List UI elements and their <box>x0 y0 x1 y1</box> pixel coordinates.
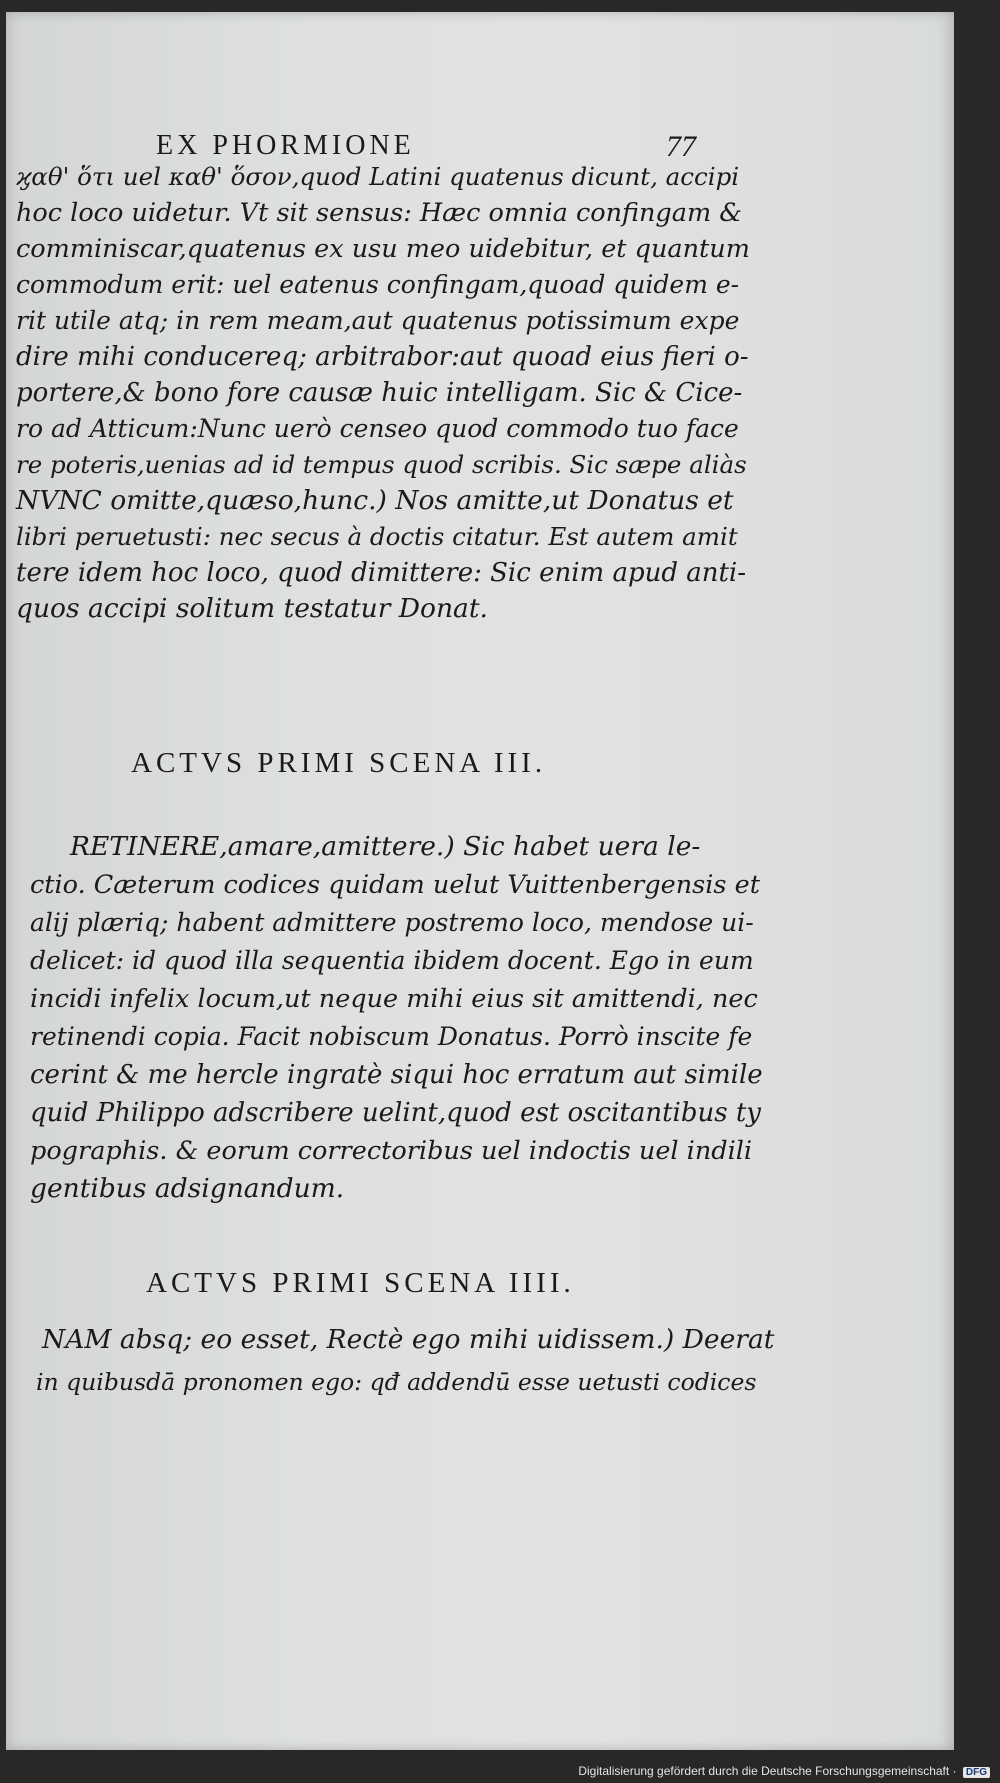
text-line: alij plæriq; habent admittere postremo loco, mendose ui- <box>30 908 754 937</box>
text-line: re poteris,uenias ad id tempus quod scribis. Sic sæpe aliàs <box>16 450 747 479</box>
credit-text: Digitalisierung gefördert durch die Deutsche Forschungsgemeinschaft · <box>578 1764 957 1778</box>
text-line: cerint & me hercle ingratè siqui hoc erratum aut simile <box>30 1060 763 1090</box>
dfg-logo: DFG <box>963 1767 990 1778</box>
text-line: NVNC omitte,quæso,hunc.) Nos amitte,ut Donatus et <box>16 485 734 516</box>
text-line: ro ad Atticum:Nunc uerò censeo quod commodo tuo face <box>16 414 739 443</box>
text-line: comminiscar,quatenus ex usu meo uidebitur, et quantum <box>16 234 750 264</box>
text-line: portere,& bono fore causæ huic intelligam. Sic & Cice- <box>16 378 743 408</box>
text-line: hoc loco uidetur. Vt sit sensus: Hæc omnia confingam & <box>16 198 742 228</box>
book-page <box>6 12 954 1750</box>
scene-heading-3: ACTVS PRIMI SCENA III. <box>131 747 547 779</box>
text-line: rit utile atq; in rem meam,aut quatenus potissimum expe <box>16 306 740 335</box>
text-line: ϗαθ' ὅτι uel καθ' ὅσον,quod Latini quatenus dicunt, accipi <box>16 162 740 191</box>
text-line: incidi infelix locum,ut neque mihi eius sit amittendi, nec <box>30 984 758 1014</box>
text-line: dire mihi conducereq; arbitrabor:aut quoad eius fieri o- <box>16 342 749 372</box>
text-line: NAM absq; eo esset, Rectè ego mihi uidissem.) Deerat <box>42 1324 775 1355</box>
text-line: in quibusdā pronomen ego: qđ addendū esse uetusti codices <box>36 1368 757 1396</box>
text-line: gentibus adsignandum. <box>30 1173 345 1204</box>
page-number: 77 <box>666 130 696 163</box>
text-line: tere idem hoc loco, quod dimittere: Sic enim apud anti- <box>16 558 747 588</box>
text-line: pographis. & eorum correctoribus uel indoctis uel indili <box>30 1136 753 1166</box>
digitization-credit <box>578 1764 990 1778</box>
scene-heading-4: ACTVS PRIMI SCENA IIII. <box>146 1267 575 1299</box>
text-line: libri peruetusti: nec secus à doctis citatur. Est autem amit <box>16 522 738 551</box>
text-line: retinendi copia. Facit nobiscum Donatus. Porrò inscite fe <box>30 1022 753 1051</box>
text-line: quid Philippo adscribere uelint,quod est oscitantibus ty <box>30 1098 761 1128</box>
text-line: ctio. Cæterum codices quidam uelut Vuittenbergensis et <box>30 870 760 900</box>
text-line: delicet: id quod illa sequentia ibidem docent. Ego in eum <box>30 946 754 975</box>
text-line: RETINERE,amare,amittere.) Sic habet uera le- <box>70 831 701 862</box>
text-line: commodum erit: uel eatenus confingam,quoad quidem e- <box>16 270 740 299</box>
running-head: EX PHORMIONE <box>156 130 415 161</box>
text-line: quos accipi solitum testatur Donat. <box>16 593 488 624</box>
